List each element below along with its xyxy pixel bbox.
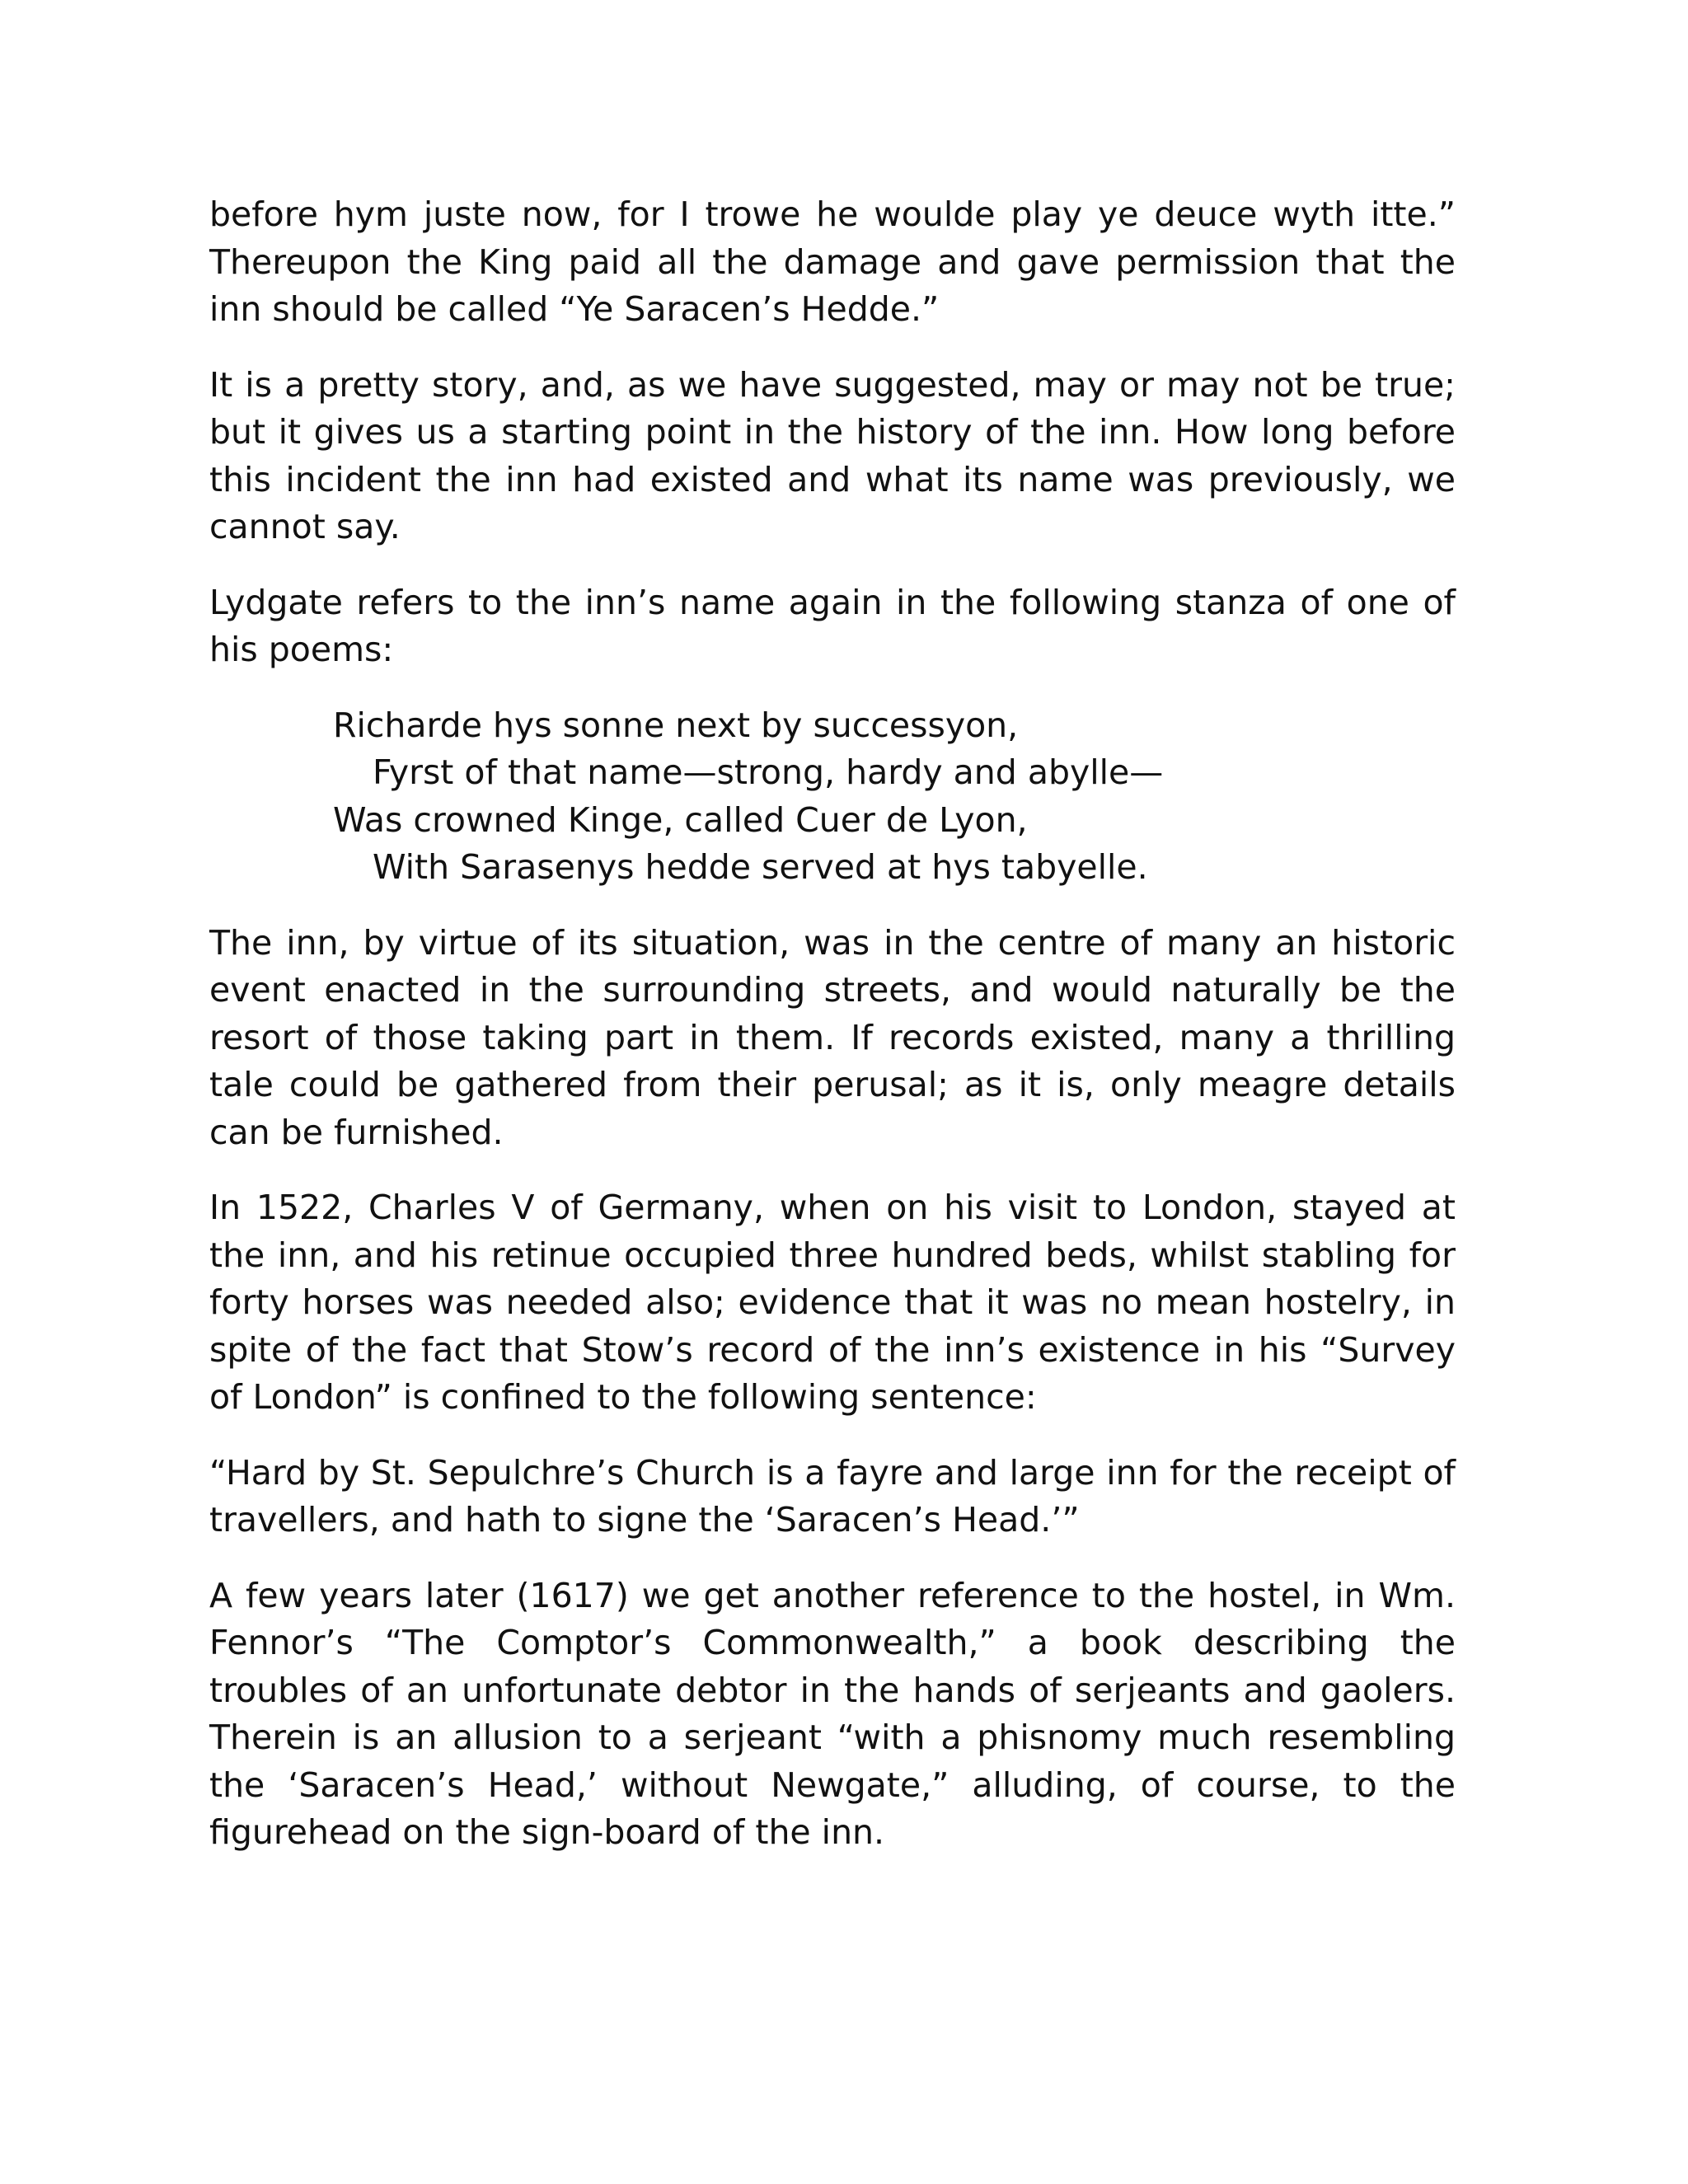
document-page: [209, 191, 1456, 1885]
paragraph-fennor-reference: A few years later (1617) we get another reference to the hostel, in Wm. Fennor’s “The Comptor’s Commonwealth,” a book describing the troubles of an unfortunate debtor in the hands of serjeants and gaolers. Therein is an allusion to a serjeant “with a phisnomy much resembling the ‘Saracen’s Head,’ without Newgate,” alluding, of course, to the figurehead on the sign-board of the inn.: [209, 1575, 1456, 1852]
paragraph-lydgate-intro: Lydgate refers to the inn’s name again in the following stanza of one of his poems:: [209, 582, 1456, 669]
paragraph-king-paid-damage: before hym juste now, for I trowe he woulde play ye deuce wyth itte.” Thereupon the King paid all the damage and gave permission that the inn should be called “Ye Saracen’s Hedde.”: [209, 194, 1456, 329]
verse-line: Was crowned Kinge, called Cuer de Lyon,: [333, 799, 1028, 840]
verse-line: With Sarasenys hedde served at hys tabyelle.: [373, 847, 1148, 887]
paragraph-inn-situation: The inn, by virtue of its situation, was in the centre of many an historic event enacted in the surrounding streets, and would naturally be the resort of those taking part in them. If records existed, many a thrilling tale could be gathered from their perusal; as it is, only meagre details can be furnished.: [209, 922, 1456, 1152]
verse-line: Richarde hys sonne next by successyon,: [333, 705, 1019, 745]
verse-line: Fyrst of that name—strong, hardy and abylle—: [373, 752, 1164, 792]
lydgate-stanza: [209, 702, 1456, 892]
paragraph-stow-quotation: “Hard by St. Sepulchre’s Church is a fayre and large inn for the receipt of travellers, and hath to signe the ‘Saracen’s Head.’”: [209, 1452, 1456, 1540]
paragraph-pretty-story: It is a pretty story, and, as we have suggested, may or may not be true; but it gives us a starting point in the history of the inn. How long before this incident the inn had existed and what its name was previously, we cannot say.: [209, 364, 1456, 546]
paragraph-charles-v-visit: In 1522, Charles V of Germany, when on his visit to London, stayed at the inn, and his retinue occupied three hundred beds, whilst stabling for forty horses was needed also; evidence that it was no mean hostelry, in spite of the fact that Stow’s record of the inn’s existence in his “Survey of London” is confined to the following sentence:: [209, 1188, 1456, 1417]
